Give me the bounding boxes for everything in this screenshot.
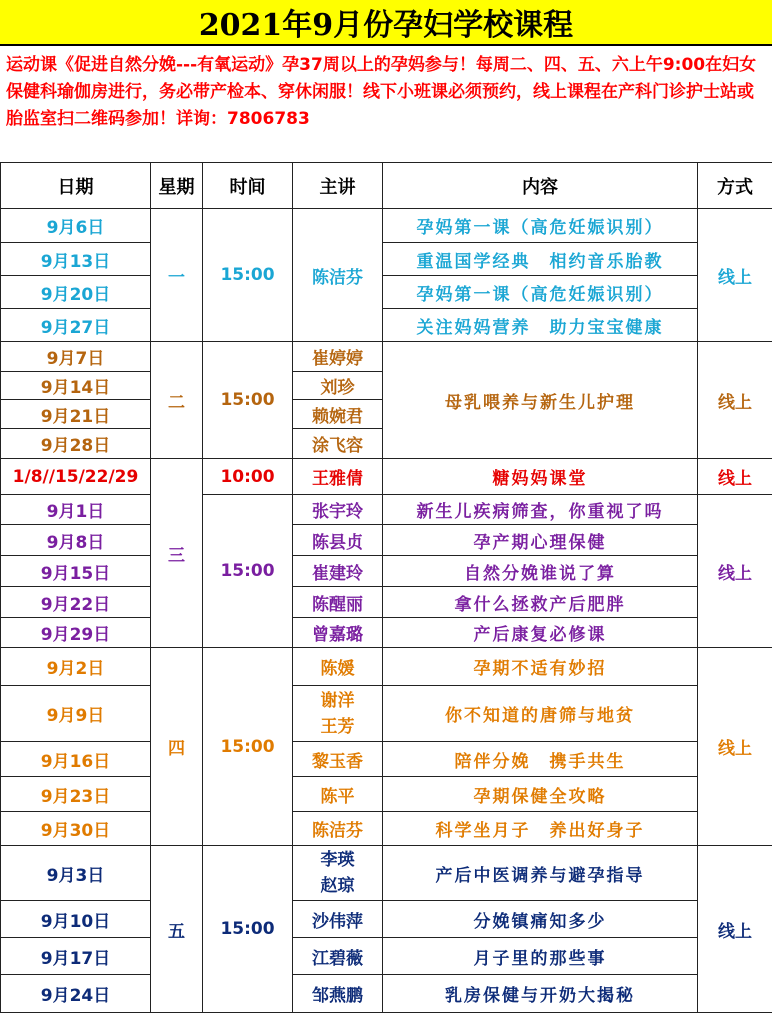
header-row (1, 163, 772, 209)
lecturer-cell (293, 686, 383, 742)
header-lecturer: 主讲 (293, 163, 383, 209)
date-cell: 9月24日 (1, 975, 151, 1013)
page-title: 2021年9月份孕妇学校课程 (198, 8, 574, 43)
date-cell: 9月10日 (1, 901, 151, 938)
schedule-table (0, 162, 772, 1013)
lecturer-cell: 陈县贞 (293, 525, 383, 556)
content-cell: 新生儿疾病筛查，你重视了吗 (383, 495, 698, 525)
table-row (1, 459, 772, 495)
mode-cell: 线上 (698, 459, 772, 495)
lecturer-cell: 涂飞容 (293, 429, 383, 459)
lecturer-cell: 陈洁芬 (293, 209, 383, 342)
content-cell: 产后康复必修课 (383, 618, 698, 648)
lecturer-name: 王芳 (320, 716, 355, 737)
table-row (1, 309, 772, 342)
weekday-cell: 一 (151, 209, 203, 342)
lecturer-name: 李瑛 (320, 850, 355, 870)
notice-text: 运动课《促进自然分娩---有氧运动》孕37周以上的孕妈参与！每周二、四、五、六上午9:00在妇女保健科瑜伽房进行，务必带产检本、穿休闲服！线下小班课必须预约，线上课程在产科门诊护士站或胎监室扫二维码参加！详询：7806783 (6, 55, 757, 129)
table-row (1, 587, 772, 618)
content-cell: 月子里的那些事 (383, 938, 698, 975)
table-row (1, 938, 772, 975)
header-content: 内容 (383, 163, 698, 209)
date-cell: 9月14日 (1, 372, 151, 400)
table-row (1, 525, 772, 556)
table-row (1, 648, 772, 686)
time-cell: 15:00 (203, 846, 293, 1013)
time-cell: 15:00 (203, 495, 293, 648)
date-cell: 1/8//15/22/29 (1, 459, 151, 495)
lecturer-cell: 江碧薇 (293, 938, 383, 975)
date-cell: 9月2日 (1, 648, 151, 686)
table-row (1, 342, 772, 372)
weekday-cell: 二 (151, 342, 203, 459)
lecturer-name: 赵琼 (320, 876, 355, 896)
table-row (1, 618, 772, 648)
date-cell: 9月30日 (1, 812, 151, 846)
content-cell: 你不知道的唐筛与地贫 (383, 686, 698, 742)
lecturer-cell: 邹燕鹏 (293, 975, 383, 1013)
header-weekday: 星期 (151, 163, 203, 209)
lecturer-cell: 刘珍 (293, 372, 383, 400)
date-cell: 9月7日 (1, 342, 151, 372)
lecturer-cell: 曾嘉璐 (293, 618, 383, 648)
lecturer-cell: 赖婉君 (293, 400, 383, 429)
weekday-cell: 三 (151, 459, 203, 648)
date-cell: 9月3日 (1, 846, 151, 901)
mode-cell: 线上 (698, 209, 772, 342)
date-cell: 9月28日 (1, 429, 151, 459)
content-cell: 孕妈第一课（高危妊娠识别） (383, 276, 698, 309)
time-cell: 10:00 (203, 459, 293, 495)
header-mode: 方式 (698, 163, 772, 209)
table-row (1, 276, 772, 309)
content-cell: 产后中医调养与避孕指导 (383, 846, 698, 901)
content-cell: 陪伴分娩 携手共生 (383, 742, 698, 777)
content-cell: 糖妈妈课堂 (383, 459, 698, 495)
date-cell: 9月21日 (1, 400, 151, 429)
lecturer-cell (293, 846, 383, 901)
content-cell: 孕产期心理保健 (383, 525, 698, 556)
table-row (1, 812, 772, 846)
content-cell: 关注妈妈营养 助力宝宝健康 (383, 309, 698, 342)
table-row (1, 742, 772, 777)
table-row (1, 556, 772, 587)
date-cell: 9月20日 (1, 276, 151, 309)
content-cell: 母乳喂养与新生儿护理 (383, 342, 698, 459)
mode-cell: 线上 (698, 495, 772, 648)
time-cell: 15:00 (203, 648, 293, 846)
weekday-cell: 五 (151, 846, 203, 1013)
date-cell: 9月13日 (1, 243, 151, 276)
lecturer-cell: 王雅倩 (293, 459, 383, 495)
time-cell: 15:00 (203, 209, 293, 342)
content-cell: 孕妈第一课（高危妊娠识别） (383, 209, 698, 243)
lecturer-cell: 陈醒丽 (293, 587, 383, 618)
date-cell: 9月9日 (1, 686, 151, 742)
mode-cell: 线上 (698, 342, 772, 459)
header-date: 日期 (1, 163, 151, 209)
content-cell: 孕期保健全攻略 (383, 777, 698, 812)
table-row (1, 686, 772, 742)
title-bar (0, 0, 772, 46)
date-cell: 9月6日 (1, 209, 151, 243)
date-cell: 9月27日 (1, 309, 151, 342)
table-row (1, 846, 772, 901)
lecturer-cell: 陈洁芬 (293, 812, 383, 846)
mode-cell: 线上 (698, 846, 772, 1013)
lecturer-cell: 黎玉香 (293, 742, 383, 777)
date-cell: 9月16日 (1, 742, 151, 777)
lecturer-cell: 沙伟萍 (293, 901, 383, 938)
table-row (1, 209, 772, 243)
content-cell: 孕期不适有妙招 (383, 648, 698, 686)
date-cell: 9月23日 (1, 777, 151, 812)
content-cell: 自然分娩谁说了算 (383, 556, 698, 587)
weekday-cell: 四 (151, 648, 203, 846)
content-cell: 科学坐月子 养出好身子 (383, 812, 698, 846)
content-cell: 拿什么拯救产后肥胖 (383, 587, 698, 618)
table-row (1, 243, 772, 276)
content-cell: 分娩镇痛知多少 (383, 901, 698, 938)
mode-cell: 线上 (698, 648, 772, 846)
lecturer-cell: 崔婷婷 (293, 342, 383, 372)
content-cell: 乳房保健与开奶大揭秘 (383, 975, 698, 1013)
date-cell: 9月8日 (1, 525, 151, 556)
table-row (1, 901, 772, 938)
content-cell: 重温国学经典 相约音乐胎教 (383, 243, 698, 276)
date-cell: 9月22日 (1, 587, 151, 618)
lecturer-name: 谢洋 (320, 690, 355, 711)
table-row (1, 975, 772, 1013)
date-cell: 9月17日 (1, 938, 151, 975)
time-cell: 15:00 (203, 342, 293, 459)
header-time: 时间 (203, 163, 293, 209)
table-row (1, 495, 772, 525)
date-cell: 9月29日 (1, 618, 151, 648)
lecturer-cell: 陈媛 (293, 648, 383, 686)
lecturer-cell: 崔建玲 (293, 556, 383, 587)
date-cell: 9月15日 (1, 556, 151, 587)
date-cell: 9月1日 (1, 495, 151, 525)
lecturer-cell: 张宇玲 (293, 495, 383, 525)
lecturer-cell: 陈平 (293, 777, 383, 812)
table-row (1, 777, 772, 812)
